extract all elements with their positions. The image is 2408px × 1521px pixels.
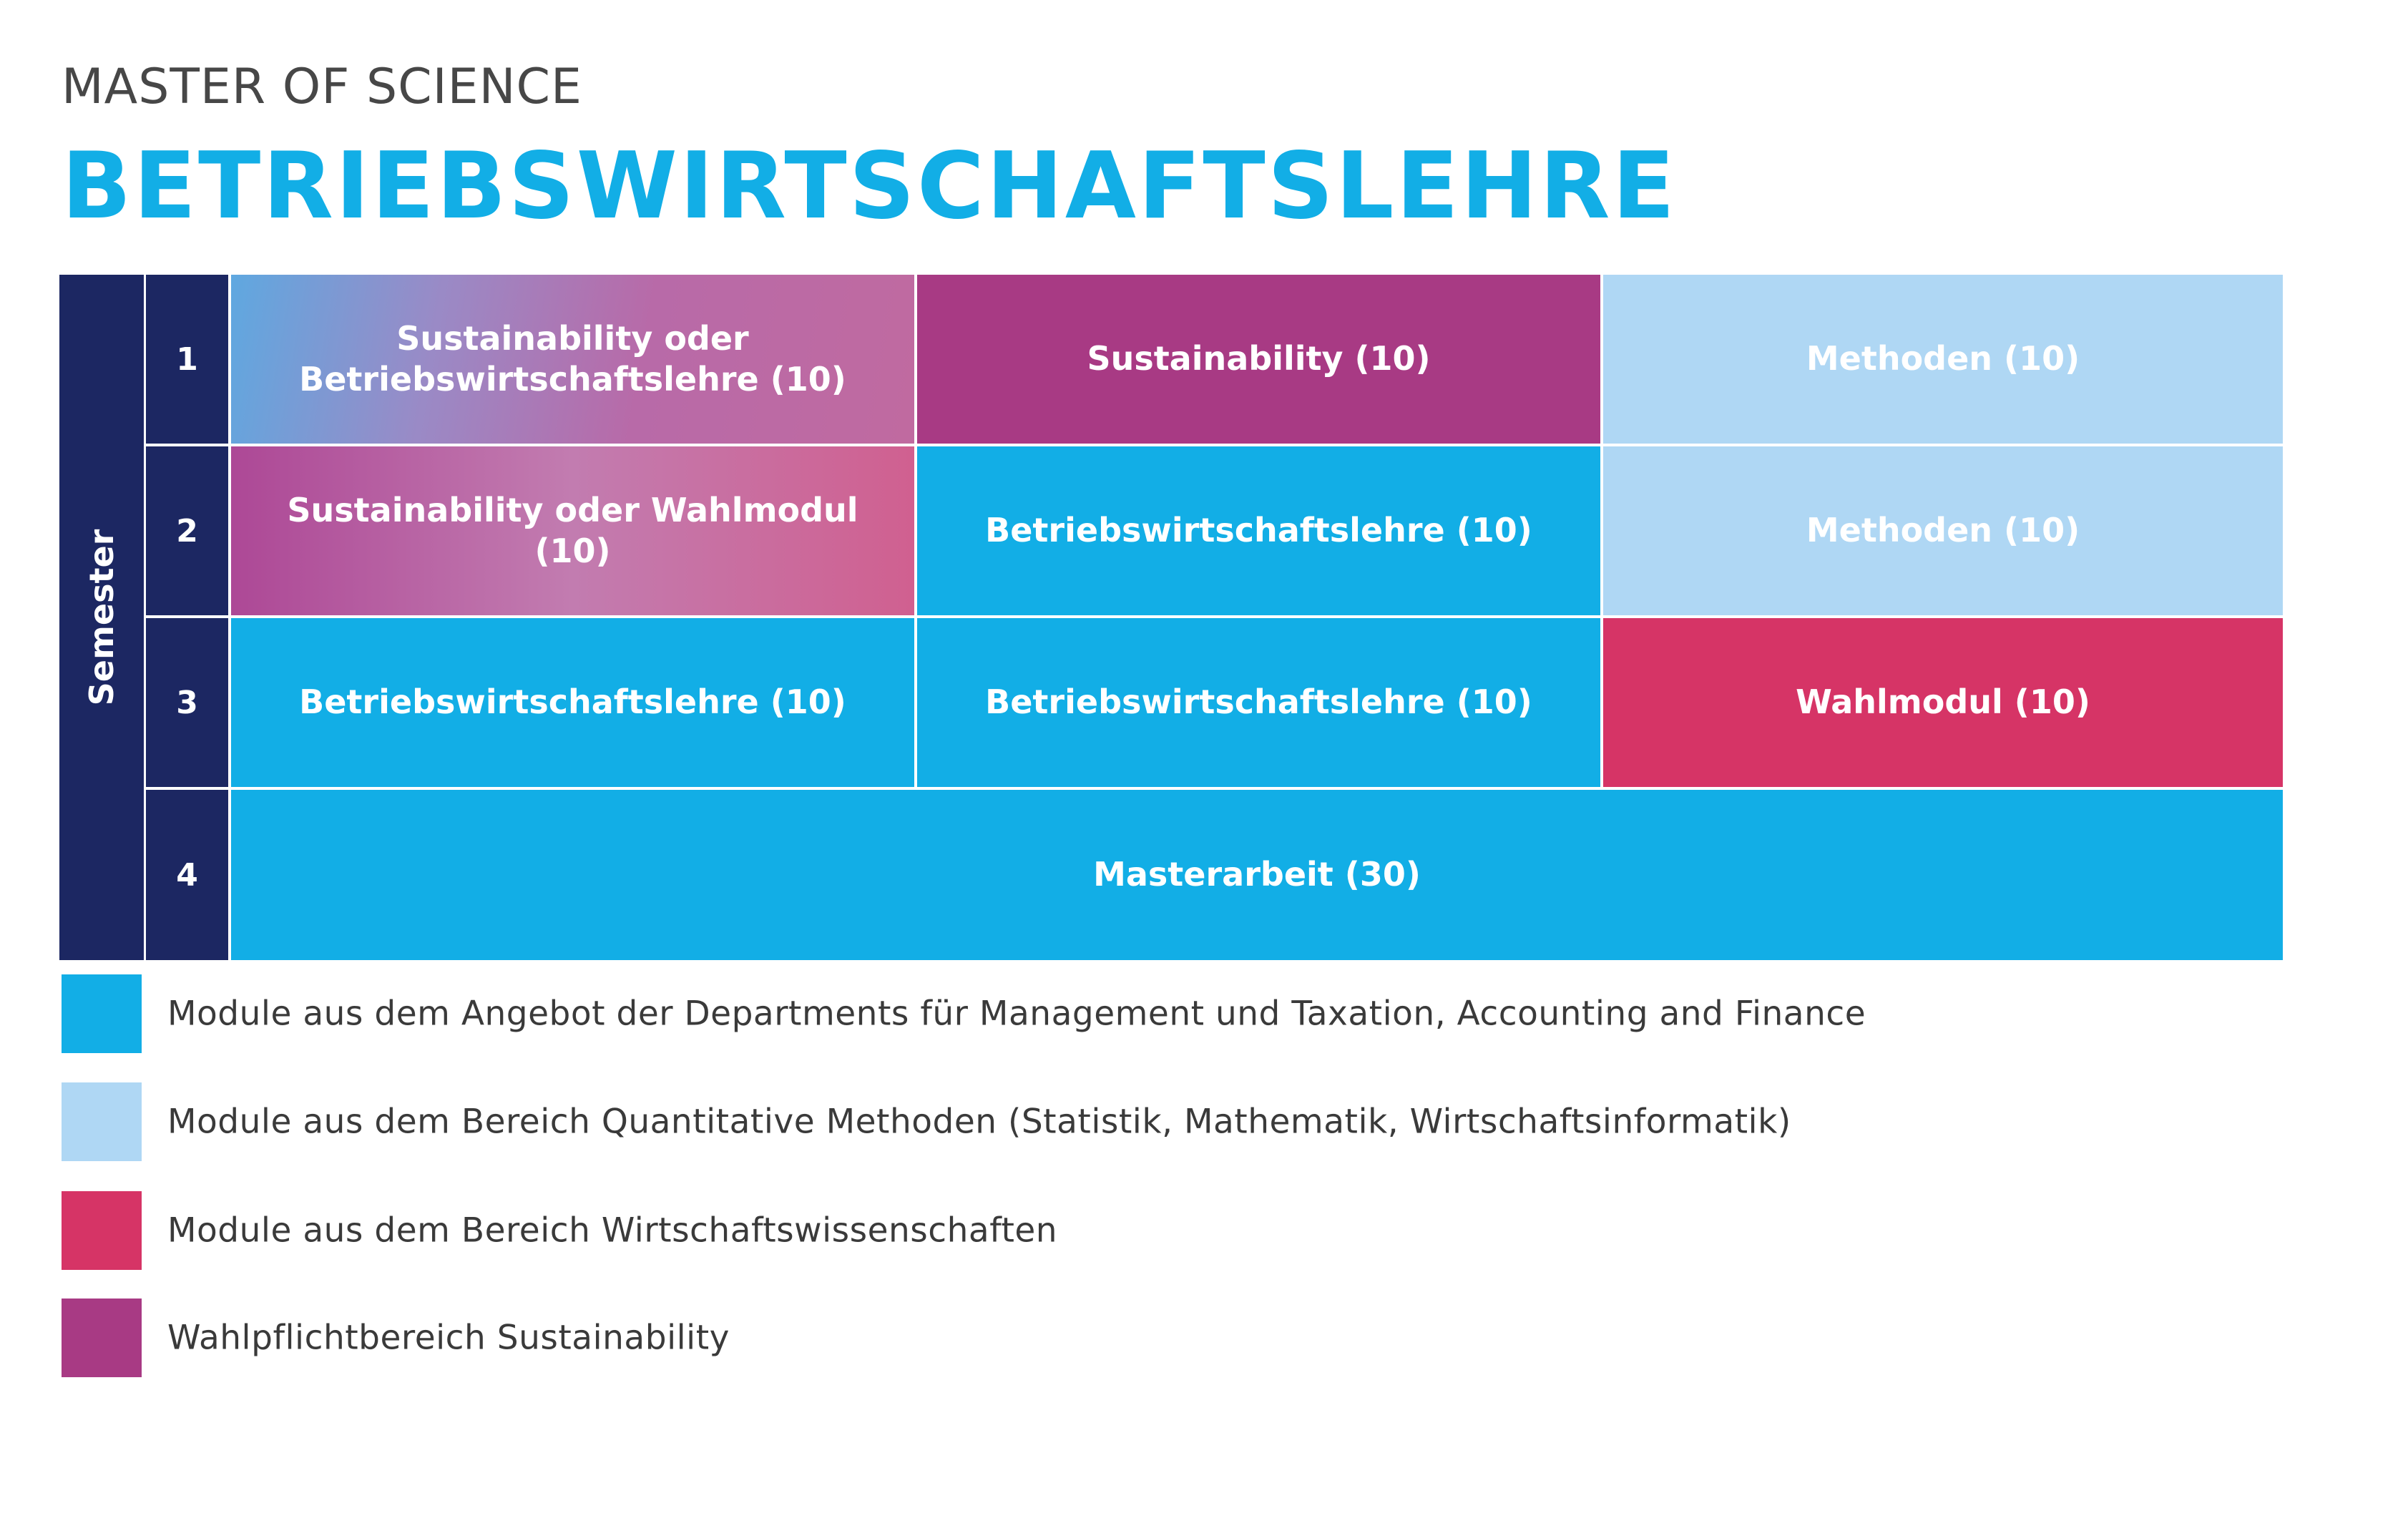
curriculum-grid: [59, 275, 2283, 960]
module-cell: Betriebswirtschaftslehre (10): [917, 618, 1600, 787]
module-cell: Methoden (10): [1603, 275, 2283, 444]
semester-number-4: 4: [146, 790, 228, 960]
module-cell: Methoden (10): [1603, 446, 2283, 615]
legend-label: Module aus dem Angebot der Departments für Management und Taxation, Accounting and Finance: [167, 994, 1866, 1034]
legend-swatch: [62, 1082, 142, 1161]
module-cell: Betriebswirtschaftslehre (10): [231, 618, 914, 787]
legend-swatch: [62, 1191, 142, 1270]
legend-label: Module aus dem Bereich Quantitative Methoden (Statistik, Mathematik, Wirtschaftsinformatik): [167, 1102, 1791, 1142]
program-title: BETRIEBSWIRTSCHAFTSLEHRE: [62, 133, 1677, 240]
module-cell: Betriebswirtschaftslehre (10): [917, 446, 1600, 615]
legend-label: Module aus dem Bereich Wirtschaftswissenschaften: [167, 1211, 1058, 1251]
legend-swatch: [62, 974, 142, 1053]
semester-axis-label: Semester: [82, 529, 121, 706]
legend-swatch: [62, 1299, 142, 1377]
semester-number-1: 1: [146, 275, 228, 444]
module-cell: Sustainability (10): [917, 275, 1600, 444]
module-cell: Sustainability oder Wahlmodul (10): [231, 446, 914, 615]
semester-number-2: 2: [146, 446, 228, 615]
semester-number-3: 3: [146, 618, 228, 787]
degree-label: MASTER OF SCIENCE: [62, 59, 582, 115]
semester-axis: [59, 275, 144, 960]
module-cell: Sustainability oder Betriebswirtschaftslehre (10): [231, 275, 914, 444]
module-cell: Wahlmodul (10): [1603, 618, 2283, 787]
legend-label: Wahlpflichtbereich Sustainability: [167, 1318, 730, 1358]
module-cell-thesis: Masterarbeit (30): [231, 790, 2283, 960]
